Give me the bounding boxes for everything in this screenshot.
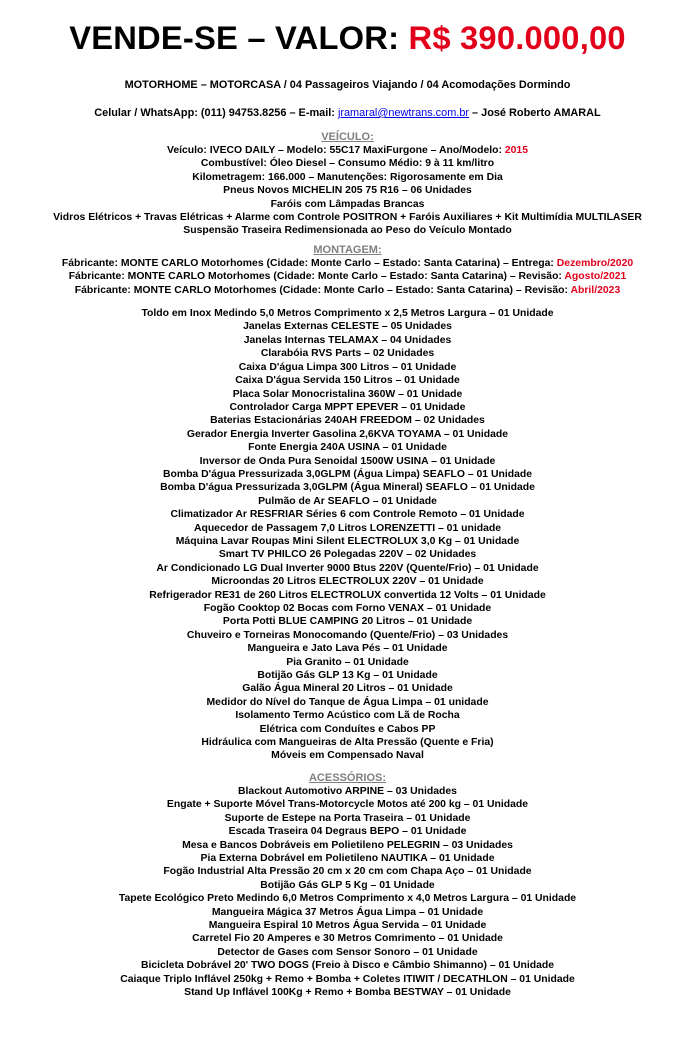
montagem-text: Fábricante: MONTE CARLO Motorhomes (Cidade: Monte Carlo – Estado: Santa Catarina) – Revisão: xyxy=(74,284,568,296)
montagem-line xyxy=(0,284,695,297)
veiculo-line: Combustível: Óleo Diesel – Consumo Médio: 9 à 11 km/litro xyxy=(200,158,495,170)
list-item: Microondas 20 Litros ELECTROLUX 220V – 01 Unidade xyxy=(211,576,484,588)
list-item: Pulmão de Ar SEAFLO – 01 Unidade xyxy=(258,495,437,507)
veiculo-line: Suspensão Traseira Redimensionada ao Peso do Veículo Montado xyxy=(183,225,512,237)
list-item: Toldo em Inox Medindo 5,0 Metros Comprimento x 2,5 Metros Largura – 01 Unidade xyxy=(141,308,554,320)
list-item: Controlador Carga MPPT EPEVER – 01 Unidade xyxy=(229,401,466,413)
veiculo-line: Faróis com Lâmpadas Brancas xyxy=(270,198,425,210)
list-item: Máquina Lavar Roupas Mini Silent ELECTROLUX 3,0 Kg – 01 Unidade xyxy=(175,535,520,547)
list-item: Fogão Cooktop 02 Bocas com Forno VENAX – 01 Unidade xyxy=(203,603,492,614)
montagem-line xyxy=(0,257,695,270)
list-item: Detector de Gases com Sensor Sonoro – 01 Unidade xyxy=(217,946,478,958)
veiculo-line: Kilometragem: 166.000 – Manutenções: Rigorosamente em Dia xyxy=(192,171,503,183)
list-item: Janelas Internas TELAMAX – 04 Unidades xyxy=(243,334,452,346)
list-item: Bomba D'água Pressurizada 3,0GLPM (Água Limpa) SEAFLO – 01 Unidade xyxy=(162,468,533,480)
montagem-text: Fábricante: MONTE CARLO Motorhomes (Cidade: Monte Carlo – Estado: Santa Catarina) – Entrega: xyxy=(61,257,554,269)
list-item: Inversor de Onda Pura Senoidal 1500W USINA – 01 Unidade xyxy=(199,455,496,467)
list-item: Mangueira Espiral 10 Metros Água Servida – 01 Unidade xyxy=(208,919,487,931)
list-item: Chuveiro e Torneiras Monocomando (Quente/Frio) – 03 Unidades xyxy=(186,629,509,641)
list-item: Baterias Estacionárias 240AH FREEDOM – 02 Unidades xyxy=(210,415,485,427)
list-item: Caixa D'água Servida 150 Litros – 01 Unidade xyxy=(235,375,460,387)
montagem-date: Dezembro/2020 xyxy=(556,257,634,269)
veiculo-line: Vidros Elétricos + Travas Elétricas + Alarme com Controle POSITRON + Faróis Auxiliares + Kit Multimídia MULTILASER xyxy=(53,212,642,224)
list-item: Refrigerador RE31 de 260 Litros ELECTROLUX convertida 12 Volts – 01 Unidade xyxy=(149,589,546,601)
acessorios-items xyxy=(0,785,695,1000)
list-item: Smart TV PHILCO 26 Polegadas 220V – 02 Unidades xyxy=(218,549,477,561)
list-item: Janelas Externas CELESTE – 05 Unidades xyxy=(243,321,452,333)
list-item: Blackout Automotivo ARPINE – 03 Unidades xyxy=(238,785,457,797)
contact-prefix: Celular / WhatsApp: (011) 94753.8256 – E-mail: xyxy=(94,107,335,119)
email-link[interactable]: jramaral@newtrans.com.br xyxy=(337,107,470,119)
list-item: Hidráulica com Mangueiras de Alta Pressão (Quente e Fria) xyxy=(201,737,494,749)
subtitle: MOTORHOME – MOTORCASA / 04 Passageiros Viajando / 04 Acomodações Dormindo xyxy=(124,79,571,91)
list-item: Engate + Suporte Móvel Trans-Motorcycle Motos até 200 kg – 01 Unidade xyxy=(166,799,529,811)
section-acessorios xyxy=(0,772,695,1000)
list-item: Fonte Energia 240A USINA – 01 Unidade xyxy=(248,442,447,454)
list-item: Caiaque Triplo Inflável 250kg + Remo + Bomba + Coletes ITIWIT / DECATHLON – 01 Unidade xyxy=(120,973,575,985)
contact-suffix: – José Roberto AMARAL xyxy=(472,107,601,119)
list-item: Porta Potti BLUE CAMPING 20 Litros – 01 Unidade xyxy=(222,616,473,628)
montagem-date: Abril/2023 xyxy=(570,284,621,296)
list-item: Móveis em Compensado Naval xyxy=(271,750,424,762)
list-item: Mesa e Bancos Dobráveis em Polietileno PELEGRIN – 03 Unidades xyxy=(182,839,513,851)
veiculo-line: Pneus Novos MICHELIN 205 75 R16 – 06 Unidades xyxy=(223,185,472,197)
veiculo-model: Veículo: IVECO DAILY – Modelo: 55C17 MaxiFurgone – Ano/Modelo: xyxy=(166,145,502,156)
list-item: Aquecedor de Passagem 7,0 Litros LORENZETTI – 01 unidade xyxy=(193,522,502,534)
list-item: Stand Up Inflável 100Kg + Remo + Bomba BESTWAY – 01 Unidade xyxy=(184,986,511,998)
list-item: Mangueira e Jato Lava Pés – 01 Unidade xyxy=(247,643,448,655)
list-item: Carretel Fio 20 Amperes e 30 Metros Comrimento – 01 Unidade xyxy=(192,933,503,945)
title-prefix: VENDE-SE – VALOR: xyxy=(69,19,400,56)
list-item: Bicicleta Dobrável 20' TWO DOGS (Freio à Disco e Câmbio Shimanno) – 01 Unidade xyxy=(140,960,555,972)
section-montagem xyxy=(0,244,695,763)
veiculo-lines xyxy=(0,144,695,238)
veiculo-year: 2015 xyxy=(504,145,529,156)
page-title xyxy=(0,16,695,60)
list-item: Gerador Energia Inverter Gasolina 2,6KVA TOYAMA – 01 Unidade xyxy=(186,428,509,440)
section-veiculo xyxy=(0,131,695,238)
section-title-veiculo: VEÍCULO: xyxy=(321,131,374,143)
montagem-line xyxy=(0,270,695,283)
list-item: Botijão Gás GLP 5 Kg – 01 Unidade xyxy=(260,879,435,891)
list-item: Placa Solar Monocristalina 360W – 01 Unidade xyxy=(232,388,463,400)
list-item: Tapete Ecológico Preto Medindo 6,0 Metros Comprimento x 4,0 Metros Largura – 01 Unidade xyxy=(118,893,577,905)
price: R$ 390.000,00 xyxy=(408,19,626,56)
list-item: Bomba D'água Pressurizada 3,0GLPM (Água Mineral) SEAFLO – 01 Unidade xyxy=(160,482,535,494)
list-item: Mangueira Mágica 37 Metros Água Limpa – 01 Unidade xyxy=(211,906,484,918)
list-item: Medidor do Nível do Tanque de Água Limpa – 01 unidade xyxy=(206,696,489,708)
list-item: Climatizador Ar RESFRIAR Séries 6 com Controle Remoto – 01 Unidade xyxy=(170,509,525,521)
list-item: Clarabóia RVS Parts – 02 Unidades xyxy=(260,348,435,360)
list-item: Pia Granito – 01 Unidade xyxy=(286,656,409,668)
section-title-acessorios: ACESSÓRIOS: xyxy=(308,771,386,784)
contact-line xyxy=(0,106,695,120)
list-item: Galão Água Mineral 20 Litros – 01 Unidade xyxy=(242,683,453,695)
list-item: Isolamento Termo Acústico com Lã de Rocha xyxy=(235,710,460,722)
list-item: Elétrica com Conduítes e Cabos PP xyxy=(259,723,436,735)
list-item: Suporte de Estepe na Porta Traseira – 01 Unidade xyxy=(224,812,471,824)
section-title-montagem: MONTAGEM: xyxy=(313,243,382,256)
list-item: Fogão Industrial Alta Pressão 20 cm x 20 cm com Chapa Aço – 01 Unidade xyxy=(163,866,532,878)
list-item: Botijão Gás GLP 13 Kg – 01 Unidade xyxy=(257,670,438,682)
list-item: Escada Traseira 04 Degraus BEPO – 01 Unidade xyxy=(228,826,467,838)
montagem-lines xyxy=(0,257,695,297)
list-item: Pia Externa Dobrável em Polietileno NAUTIKA – 01 Unidade xyxy=(200,852,495,864)
montagem-text: Fábricante: MONTE CARLO Motorhomes (Cidade: Monte Carlo – Estado: Santa Catarina) – Revisão: xyxy=(68,271,562,283)
sale-document xyxy=(0,16,695,999)
montagem-date: Agosto/2021 xyxy=(564,271,627,283)
list-item: Ar Condicionado LG Dual Inverter 9000 Btus 220V (Quente/Frio) – 01 Unidade xyxy=(156,562,539,574)
list-item: Caixa D'água Limpa 300 Litros – 01 Unidade xyxy=(238,361,457,373)
veiculo-line xyxy=(0,144,695,157)
montagem-items xyxy=(0,307,695,763)
